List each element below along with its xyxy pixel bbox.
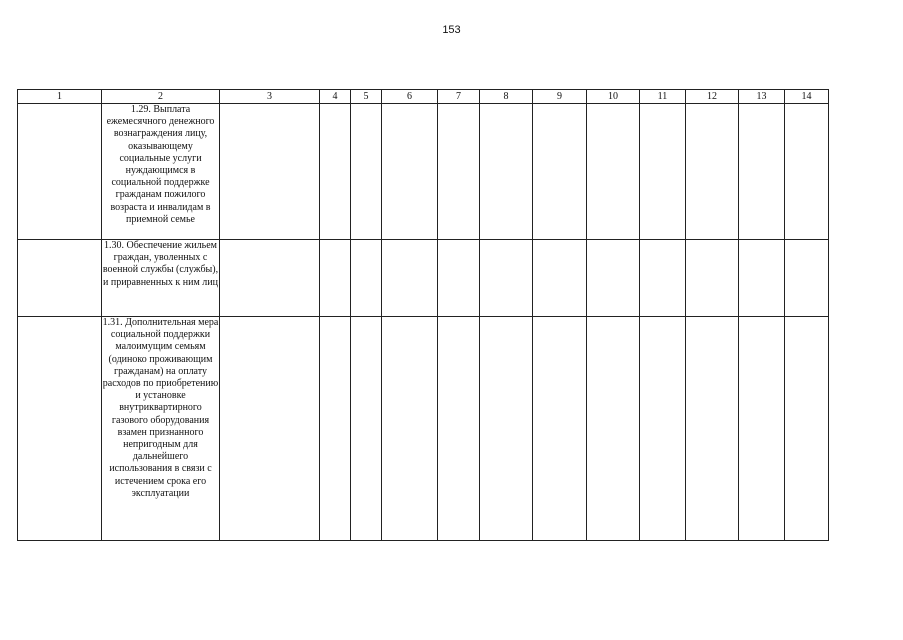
column-header: 10: [587, 90, 640, 104]
table-row: [18, 104, 829, 240]
table-cell: [320, 317, 351, 541]
table-cell: [320, 104, 351, 240]
column-header: 12: [686, 90, 739, 104]
table-cell: [785, 240, 829, 317]
table-cell: [785, 317, 829, 541]
table-cell: [438, 104, 480, 240]
table-cell: [480, 240, 533, 317]
column-header: 4: [320, 90, 351, 104]
column-header: 6: [382, 90, 438, 104]
table-cell: [739, 240, 785, 317]
table-cell: [739, 317, 785, 541]
table-cell: [351, 317, 382, 541]
page-number: 153: [442, 24, 461, 36]
row-description: 1.31. Дополнительная мера социальной поддержки малоимущим семьям (одиноко проживающим гражданам) на оплату расходов по приобретению и установке внутриквартирного газового оборудования взамен признанного непригодным для дальнейшего использования в связи с истечением срока его эксплуатации: [102, 317, 220, 541]
column-header: 14: [785, 90, 829, 104]
column-header: 13: [739, 90, 785, 104]
table-cell: [480, 317, 533, 541]
table-cell: [785, 104, 829, 240]
column-header: 1: [18, 90, 102, 104]
header-row: [18, 90, 829, 104]
table-cell: [533, 240, 587, 317]
table-cell: [438, 317, 480, 541]
table-cell: [382, 104, 438, 240]
table-cell: [320, 240, 351, 317]
column-header: 9: [533, 90, 587, 104]
data-table: [17, 89, 829, 541]
table-cell: [640, 317, 686, 541]
column-header: 2: [102, 90, 220, 104]
table-cell: [351, 104, 382, 240]
table-row: [18, 240, 829, 317]
column-header: 5: [351, 90, 382, 104]
table-cell: [220, 240, 320, 317]
row-description: 1.29. Выплата ежемесячного денежного вознаграждения лицу, оказывающему социальные услуги нуждающимся в социальной поддержке гражданам пожилого возраста и инвалидам в приемной семье: [102, 104, 220, 240]
table-cell: [533, 317, 587, 541]
table-cell: [18, 104, 102, 240]
table-row: [18, 317, 829, 541]
column-header: 7: [438, 90, 480, 104]
column-header: 3: [220, 90, 320, 104]
table-cell: [686, 317, 739, 541]
table-cell: [533, 104, 587, 240]
table-cell: [351, 240, 382, 317]
table-cell: [587, 240, 640, 317]
table-cell: [18, 240, 102, 317]
table-cell: [382, 240, 438, 317]
table-cell: [480, 104, 533, 240]
row-description: 1.30. Обеспечение жильем граждан, уволенных с военной службы (службы), и приравненных к ним лиц: [102, 240, 220, 317]
table-cell: [220, 317, 320, 541]
table-cell: [382, 317, 438, 541]
table-cell: [640, 104, 686, 240]
table-cell: [686, 104, 739, 240]
table-cell: [18, 317, 102, 541]
column-header: 8: [480, 90, 533, 104]
table-cell: [587, 104, 640, 240]
table-cell: [438, 240, 480, 317]
table-cell: [739, 104, 785, 240]
table-cell: [220, 104, 320, 240]
table-cell: [587, 317, 640, 541]
table-cell: [640, 240, 686, 317]
column-header: 11: [640, 90, 686, 104]
table-cell: [686, 240, 739, 317]
